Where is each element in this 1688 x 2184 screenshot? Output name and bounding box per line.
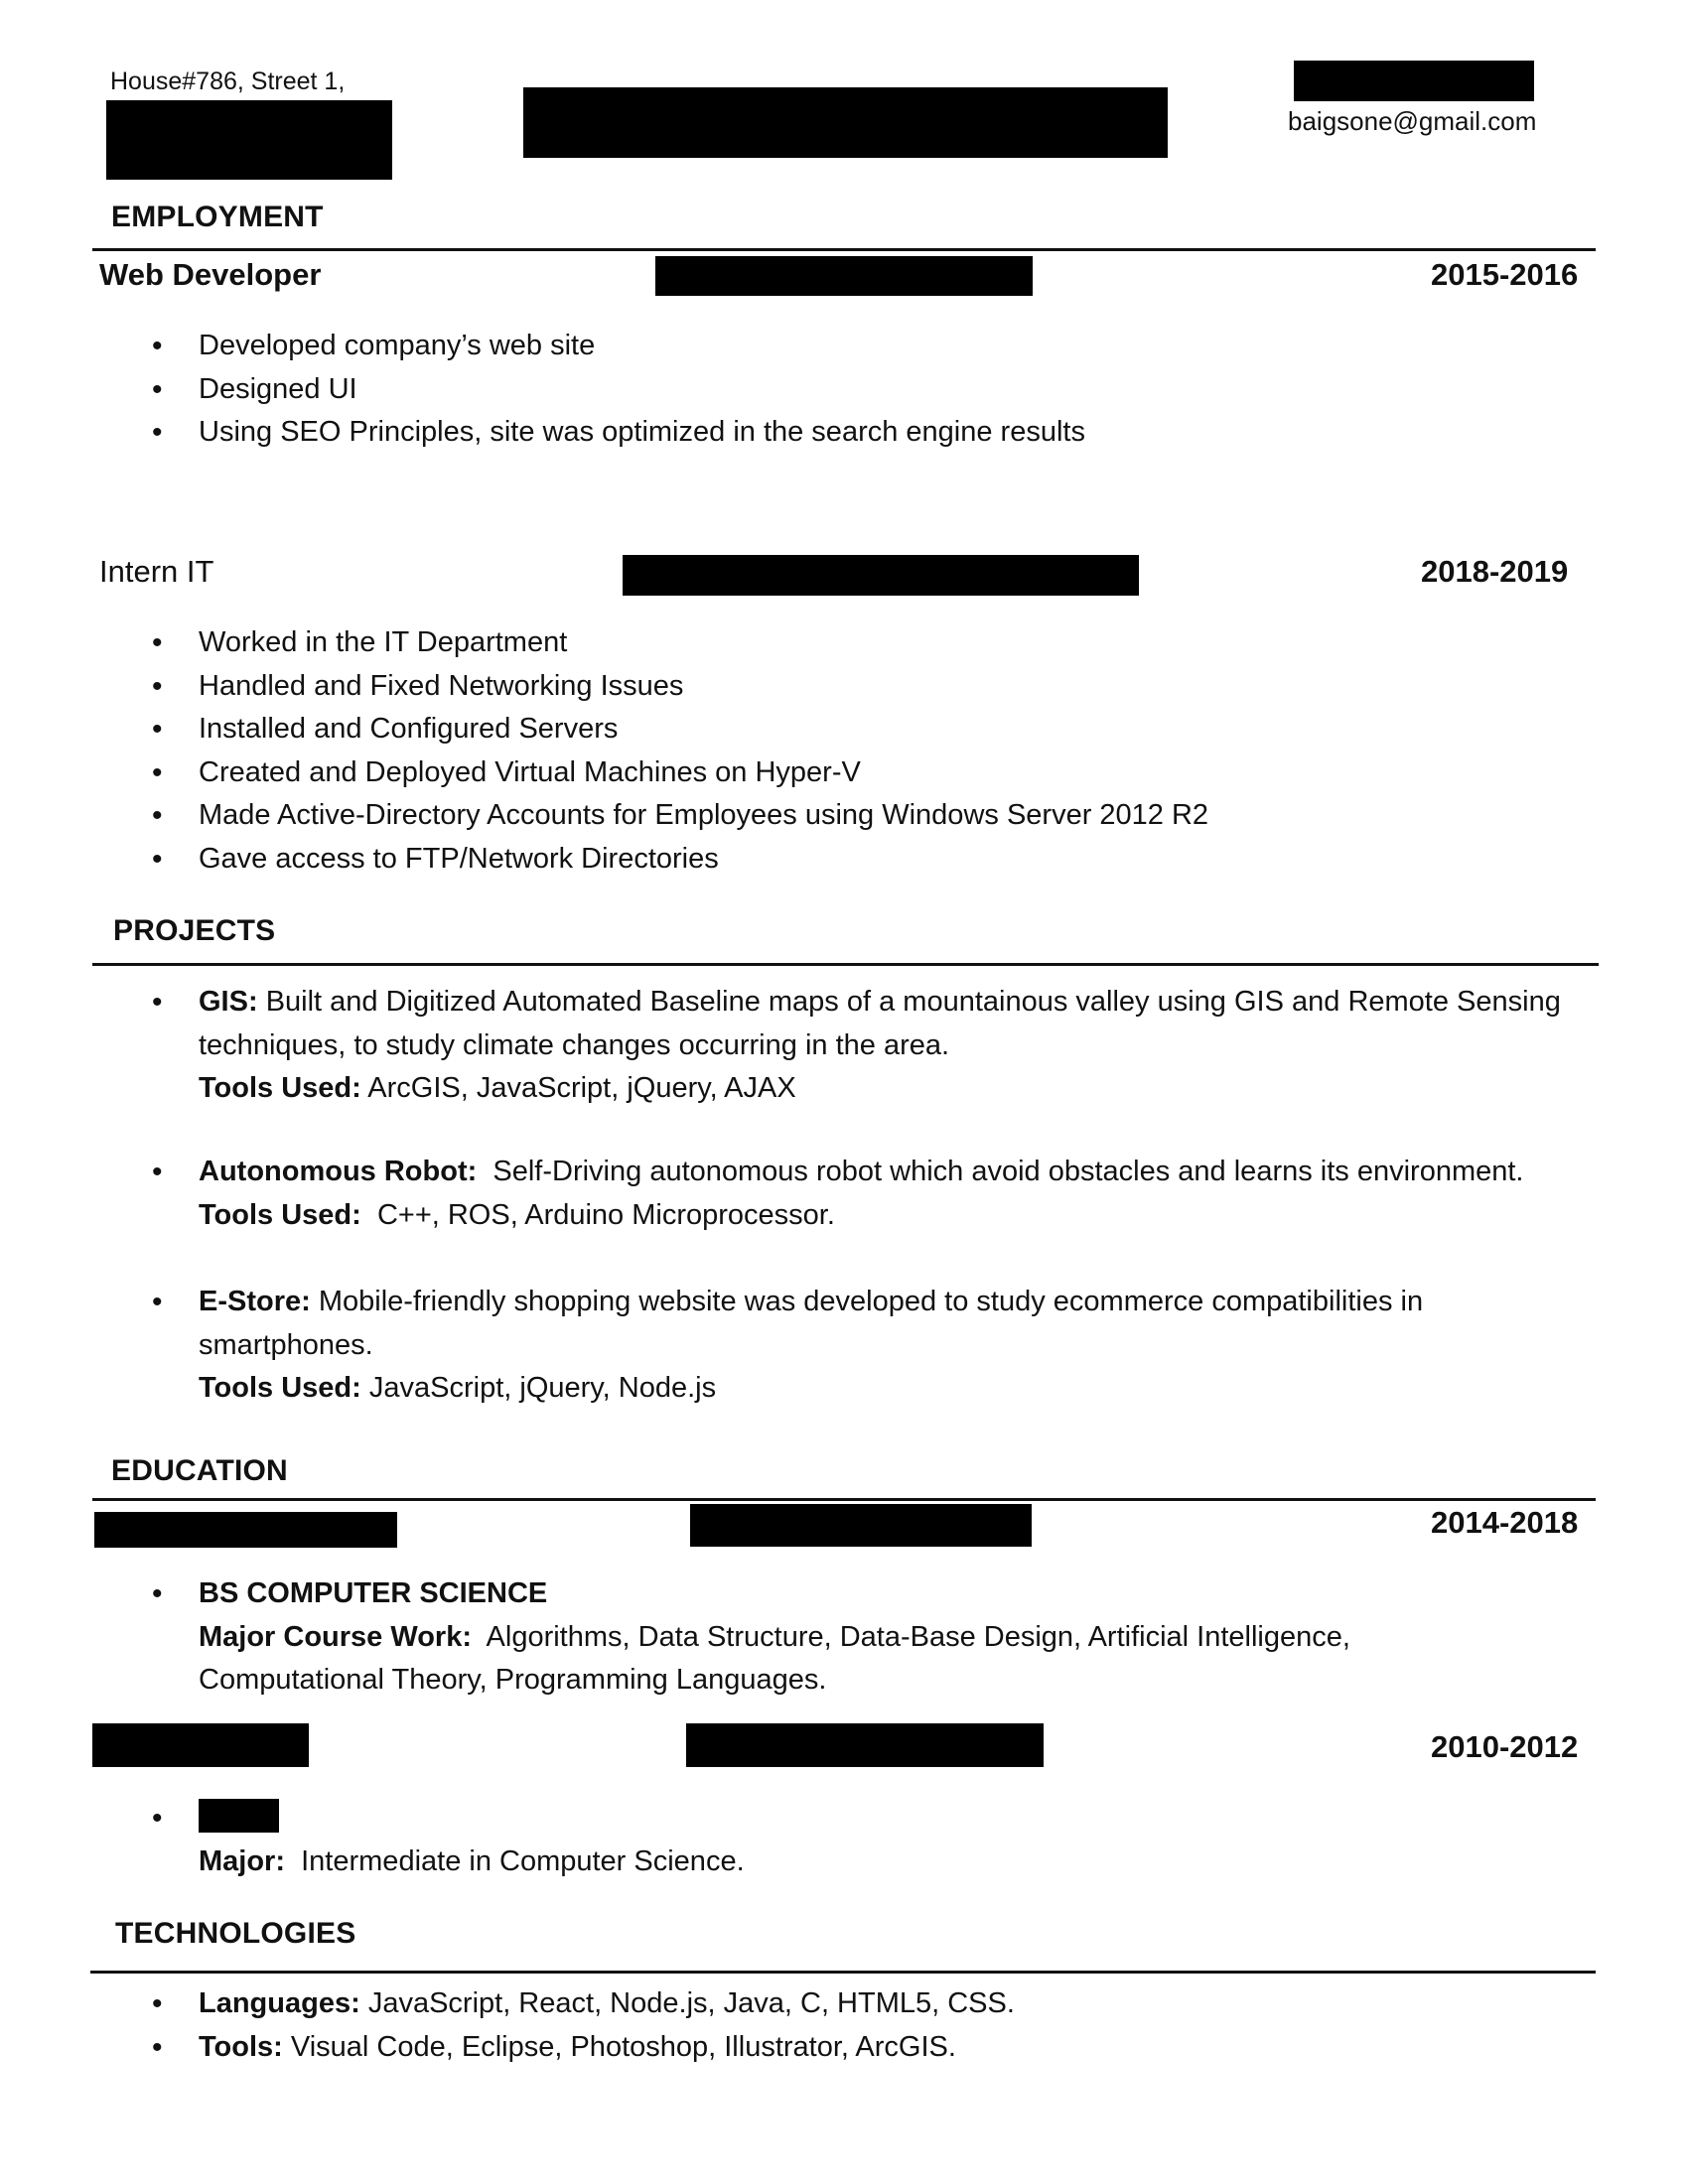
list-item: • Gave access to FTP/Network Directories xyxy=(152,838,1208,882)
tools-value: ArcGIS, JavaScript, jQuery, AJAX xyxy=(367,1072,796,1105)
redacted-location xyxy=(686,1723,1044,1767)
technologies-heading: TECHNOLOGIES xyxy=(115,1917,356,1950)
technologies-list xyxy=(152,1982,1443,2069)
email-address: baigsone@gmail.com xyxy=(1288,106,1537,136)
redacted-name xyxy=(523,87,1168,158)
tools-label: Tools Used: xyxy=(199,1072,361,1105)
tools-value: JavaScript, jQuery, Node.js xyxy=(368,1372,717,1405)
education-dates: 2014-2018 xyxy=(1431,1505,1579,1540)
project-name: GIS: xyxy=(199,986,258,1018)
web-developer-duties xyxy=(152,325,1085,455)
course-work-label: Major Course Work: xyxy=(199,1620,473,1653)
technologies-divider xyxy=(90,1971,1596,1974)
project-tools xyxy=(199,1067,1582,1111)
project-tools xyxy=(199,1367,1562,1411)
languages-value: JavaScript, React, Node.js, Java, C, HTML5, CSS. xyxy=(367,1987,1015,2019)
education-intermediate xyxy=(152,1797,1343,1883)
list-item xyxy=(152,1797,1343,1883)
education-degree xyxy=(152,1572,1522,1703)
education-divider xyxy=(92,1498,1596,1501)
list-item xyxy=(152,981,1582,1111)
tools-label: Tools Used: xyxy=(199,1198,361,1231)
project-gis xyxy=(152,981,1582,1111)
list-item xyxy=(152,2026,1443,2070)
redacted-employer xyxy=(623,555,1139,596)
list-item xyxy=(152,1982,1443,2026)
project-name: E-Store: xyxy=(199,1286,311,1317)
tools-label: Tools: xyxy=(199,2030,283,2063)
list-item: • Developed company’s web site xyxy=(152,325,1085,368)
project-tools xyxy=(199,1194,1602,1238)
job-title-intern-it: Intern IT xyxy=(99,554,214,589)
tools-value: C++, ROS, Arduino Microprocessor. xyxy=(376,1198,835,1231)
list-item: • Handled and Fixed Networking Issues xyxy=(152,665,1208,709)
redacted-institution xyxy=(92,1723,309,1767)
list-item: • Made Active-Directory Accounts for Employees using Windows Server 2012 R2 xyxy=(152,794,1208,838)
job-dates: 2015-2016 xyxy=(1431,257,1579,292)
redacted-address xyxy=(106,100,392,180)
course-work-value: Algorithms, Data Structure, Data-Base Design, Artificial Intelligence, Computational Theory, Programming Languages. xyxy=(199,1620,1350,1697)
major xyxy=(199,1841,1343,1884)
list-item xyxy=(152,1151,1602,1237)
job-dates: 2018-2019 xyxy=(1421,554,1569,589)
list-item: • Created and Deployed Virtual Machines on Hyper-V xyxy=(152,751,1208,795)
redacted-institution xyxy=(94,1512,397,1548)
list-item xyxy=(152,1572,1522,1703)
project-e-store xyxy=(152,1281,1562,1411)
project-autonomous-robot xyxy=(152,1151,1602,1237)
project-name: Autonomous Robot: xyxy=(199,1156,478,1187)
course-work xyxy=(199,1616,1522,1703)
employment-heading: EMPLOYMENT xyxy=(111,201,324,233)
list-item: • Using SEO Principles, site was optimized in the search engine results xyxy=(152,411,1085,455)
languages-label: Languages: xyxy=(199,1987,360,2019)
list-item xyxy=(152,1281,1562,1411)
list-item: • Worked in the IT Department xyxy=(152,621,1208,665)
redacted-location xyxy=(690,1504,1032,1547)
projects-divider xyxy=(92,963,1599,966)
address-line: House#786, Street 1, xyxy=(110,68,346,95)
project-description: Mobile-friendly shopping website was developed to study ecommerce compatibilities in smartphones. xyxy=(199,1286,1424,1361)
list-item: • Installed and Configured Servers xyxy=(152,708,1208,751)
tools-label: Tools Used: xyxy=(199,1372,361,1405)
project-description: Built and Digitized Automated Baseline maps of a mountainous valley using GIS and Remote Sensing techniques, to study climate changes occurring in the area. xyxy=(199,986,1561,1061)
major-value: Intermediate in Computer Science. xyxy=(301,1844,745,1877)
redacted-employer xyxy=(655,256,1033,296)
education-dates: 2010-2012 xyxy=(1431,1729,1579,1764)
intern-duties xyxy=(152,621,1208,882)
project-description: Self-Driving autonomous robot which avoid obstacles and learns its environment. xyxy=(492,1156,1524,1187)
major-label: Major: xyxy=(199,1844,285,1877)
education-heading: EDUCATION xyxy=(111,1454,288,1487)
redacted-phone xyxy=(1294,61,1534,101)
redacted-degree xyxy=(199,1799,279,1833)
job-title-web-developer: Web Developer xyxy=(99,257,322,292)
employment-divider xyxy=(92,248,1596,251)
list-item: • Designed UI xyxy=(152,368,1085,412)
degree-name: BS COMPUTER SCIENCE xyxy=(199,1577,548,1609)
projects-heading: PROJECTS xyxy=(113,914,276,947)
tools-value: Visual Code, Eclipse, Photoshop, Illustrator, ArcGIS. xyxy=(290,2030,956,2063)
